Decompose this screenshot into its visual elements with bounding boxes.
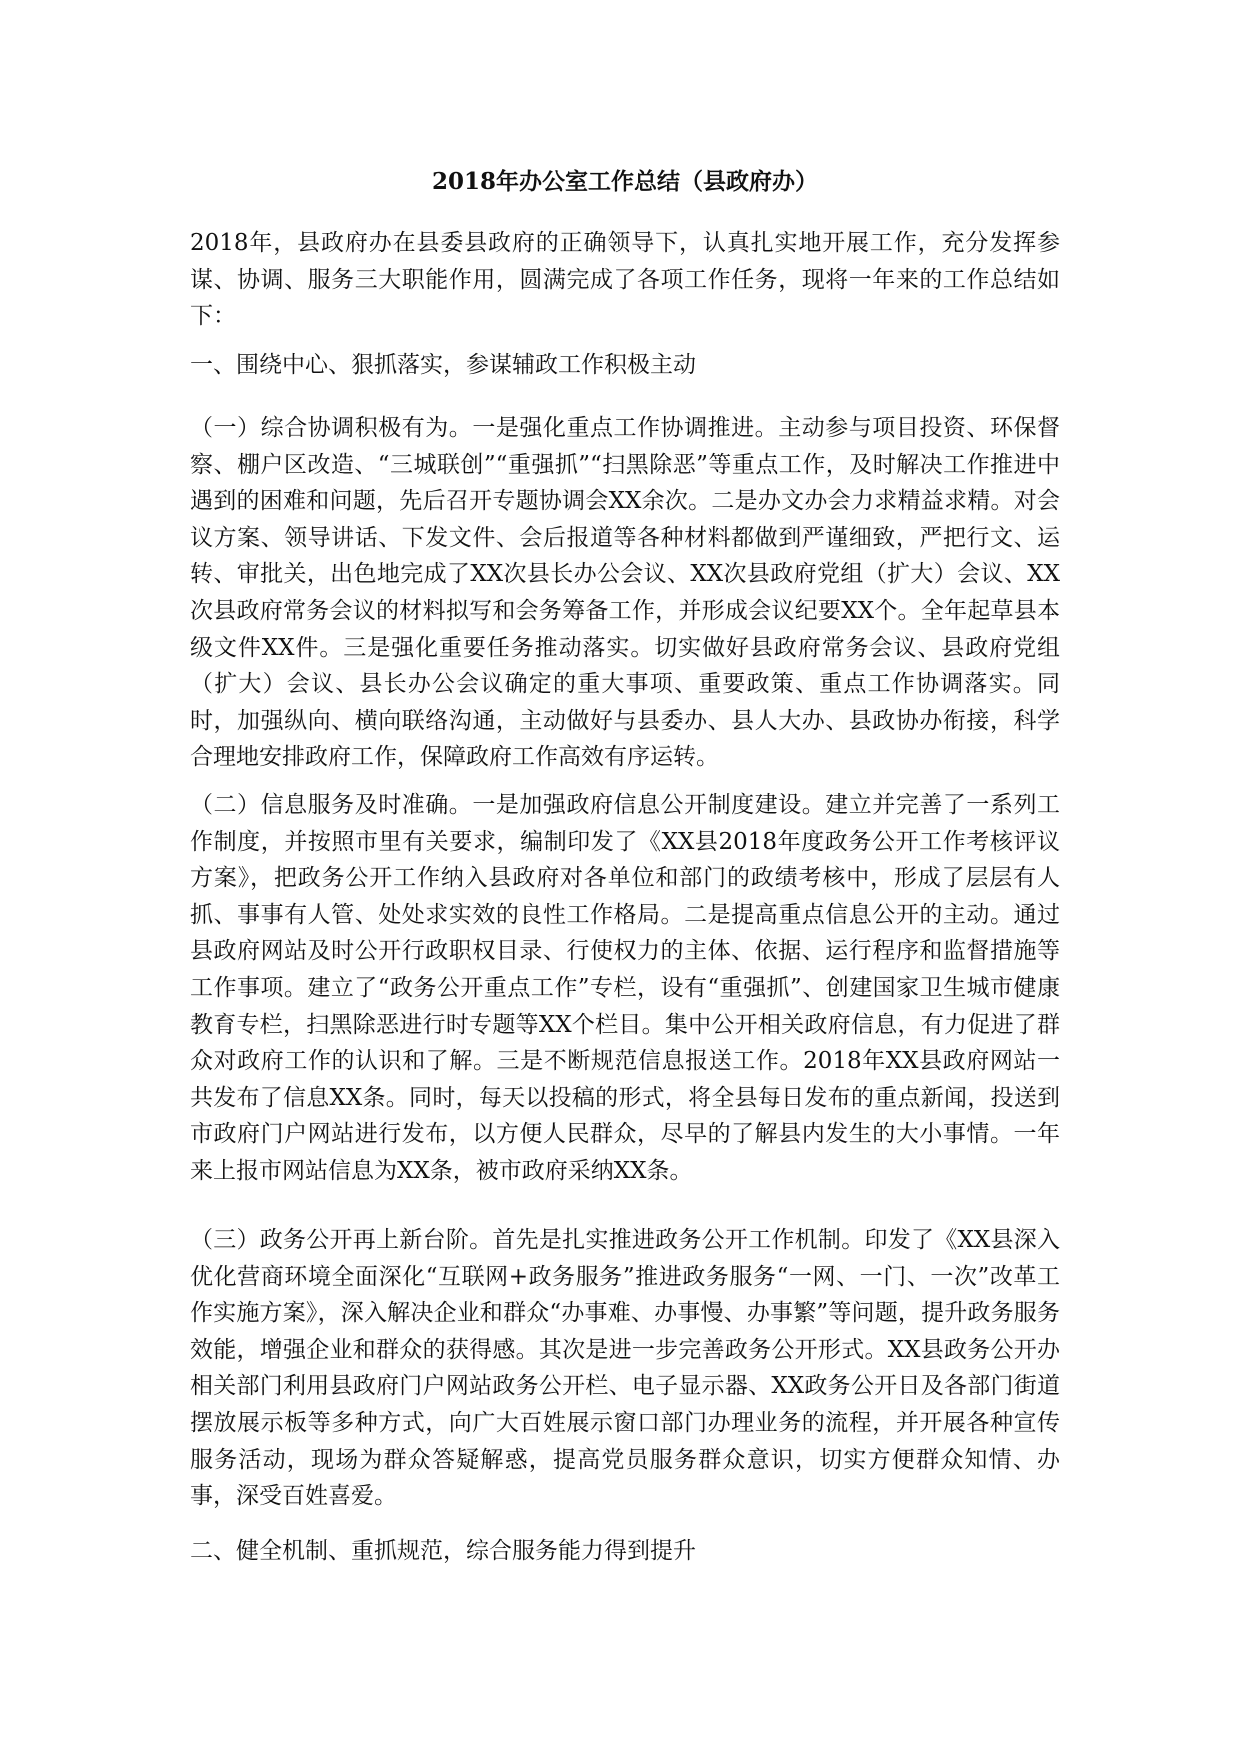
document-title: 2018年办公室工作总结（县政府办） xyxy=(431,168,818,195)
section-1-paragraph-1: （一）综合协调积极有为。一是强化重点工作协调推进。主动参与项目投资、环保督察、棚户区改造、“三城联创”“重强抓”“扫黑除恶”等重点工作，及时解决工作推进中遇到的困难和问题，先后召开专题协调会XX余次。二是办文办会力求精益求精。对会议方案、领导讲话、下发文件、会后报道等各种材料都做到严谨细致，严把行文、运转、审批关，出色地完成了XX次县长办公会议、XX次县政府党组（扩大）会议、XX次县政府常务会议的材料拟写和会务筹备工作，并形成会议纪要XX个。全年起草县本级文件XX件。三是强化重要任务推动落实。切实做好县政府常务会议、县政府党组（扩大）会议、县长办公会议确定的重大事项、重要政策、重点工作协调落实。同时，加强纵向、横向联络沟通，主动做好与县委办、县人大办、县政协办衔接，科学合理地安排政府工作，保障政府工作高效有序运转。 xyxy=(190,415,1060,771)
section-1-heading: 一、围绕中心、狠抓落实，参谋辅政工作积极主动 xyxy=(190,352,696,378)
intro-paragraph: 2018年，县政府办在县委县政府的正确领导下，认真扎实地开展工作，充分发挥参谋、协调、服务三大职能作用，圆满完成了各项工作任务，现将一年来的工作总结如下： xyxy=(190,230,1060,330)
section-2-heading: 二、健全机制、重抓规范，综合服务能力得到提升 xyxy=(190,1538,696,1564)
section-1-paragraph-3: （三）政务公开再上新台阶。首先是扎实推进政务公开工作机制。印发了《XX县深入优化营商环境全面深化“互联网+政务服务”推进政务服务“一网、一门、一次”改革工作实施方案》，深入解决企业和群众“办事难、办事慢、办事繁”等问题，提升政务服务效能，增强企业和群众的获得感。其次是进一步完善政务公开形式。XX县政务公开办相关部门利用县政府门户网站政务公开栏、电子显示器、XX政务公开日及各部门街道摆放展示板等多种方式，向广大百姓展示窗口部门办理业务的流程，并开展各种宣传服务活动，现场为群众答疑解惑，提高党员服务群众意识，切实方便群众知情、办事，深受百姓喜爱。 xyxy=(190,1227,1060,1510)
section-1-paragraph-2: （二）信息服务及时准确。一是加强政府信息公开制度建设。建立并完善了一系列工作制度，并按照市里有关要求，编制印发了《XX县2018年度政务公开工作考核评议方案》，把政务公开工作纳入县政府对各单位和部门的政绩考核中，形成了层层有人抓、事事有人管、处处求实效的良性工作格局。二是提高重点信息公开的主动。通过县政府网站及时公开行政职权目录、行使权力的主体、依据、运行程序和监督措施等工作事项。建立了“政务公开重点工作”专栏，设有“重强抓”、创建国家卫生城市健康教育专栏，扫黑除恶进行时专题等XX个栏目。集中公开相关政府信息，有力促进了群众对政府工作的认识和了解。三是不断规范信息报送工作。2018年XX县政府网站一共发布了信息XX条。同时，每天以投稿的形式，将全县每日发布的重点新闻，投送到市政府门户网站进行发布，以方便人民群众，尽早的了解县内发生的大小事情。一年来上报市网站信息为XX条，被市政府采纳XX条。 xyxy=(190,792,1060,1184)
